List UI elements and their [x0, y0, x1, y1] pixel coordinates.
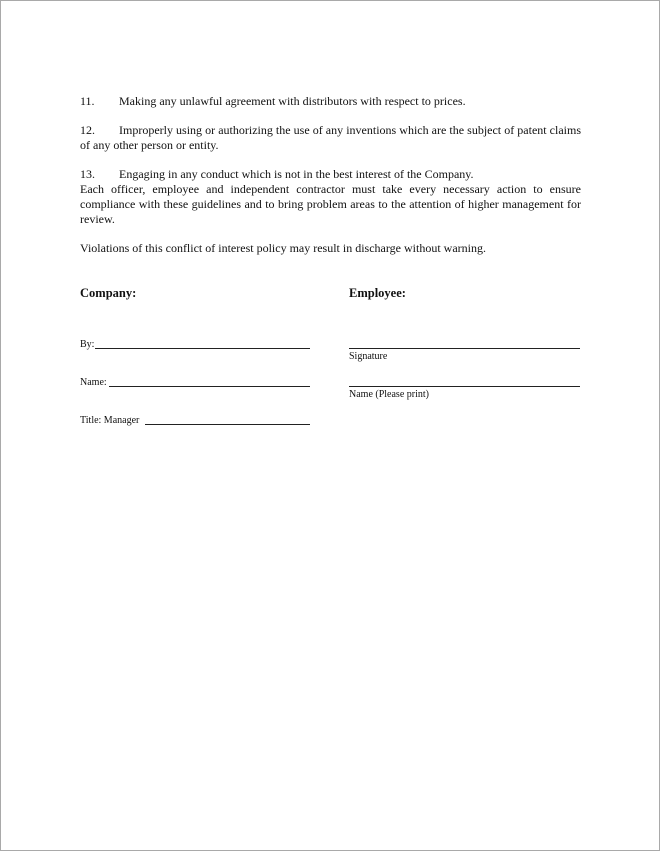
name-label: Name:	[80, 377, 107, 388]
item-text: Improperly using or authorizing the use of any inventions which are the subject of patent claims of any other person or entity.	[80, 123, 581, 152]
title-label: Title: Manager	[80, 415, 140, 426]
signature-caption: Signature	[349, 351, 388, 362]
item-12	[80, 123, 581, 153]
name-print-caption: Name (Please print)	[349, 389, 429, 400]
company-name-line[interactable]	[109, 386, 310, 387]
item-text: Engaging in any conduct which is not in the best interest of the Company.	[119, 167, 474, 181]
item-number: 11.	[80, 94, 95, 108]
employee-signature-line[interactable]	[349, 348, 580, 349]
violations-paragraph: Violations of this conflict of interest policy may result in discharge without warning.	[80, 241, 486, 255]
item-11	[80, 94, 581, 109]
item-number: 13.	[80, 167, 95, 181]
by-label: By:	[80, 339, 95, 350]
company-heading: Company:	[80, 286, 137, 300]
item-text: Making any unlawful agreement with distributors with respect to prices.	[119, 94, 466, 108]
item-13	[80, 167, 581, 182]
document-body	[80, 94, 581, 256]
employee-name-line[interactable]	[349, 386, 580, 387]
by-signature-line[interactable]	[95, 348, 310, 349]
title-line[interactable]	[145, 424, 310, 425]
compliance-paragraph: Each officer, employee and independent contractor must take every necessary action to ensure compliance with these guidelines and to bring problem areas to the attention of higher management for review.	[80, 182, 581, 226]
employee-heading: Employee:	[349, 286, 406, 300]
item-number: 12.	[80, 123, 95, 137]
